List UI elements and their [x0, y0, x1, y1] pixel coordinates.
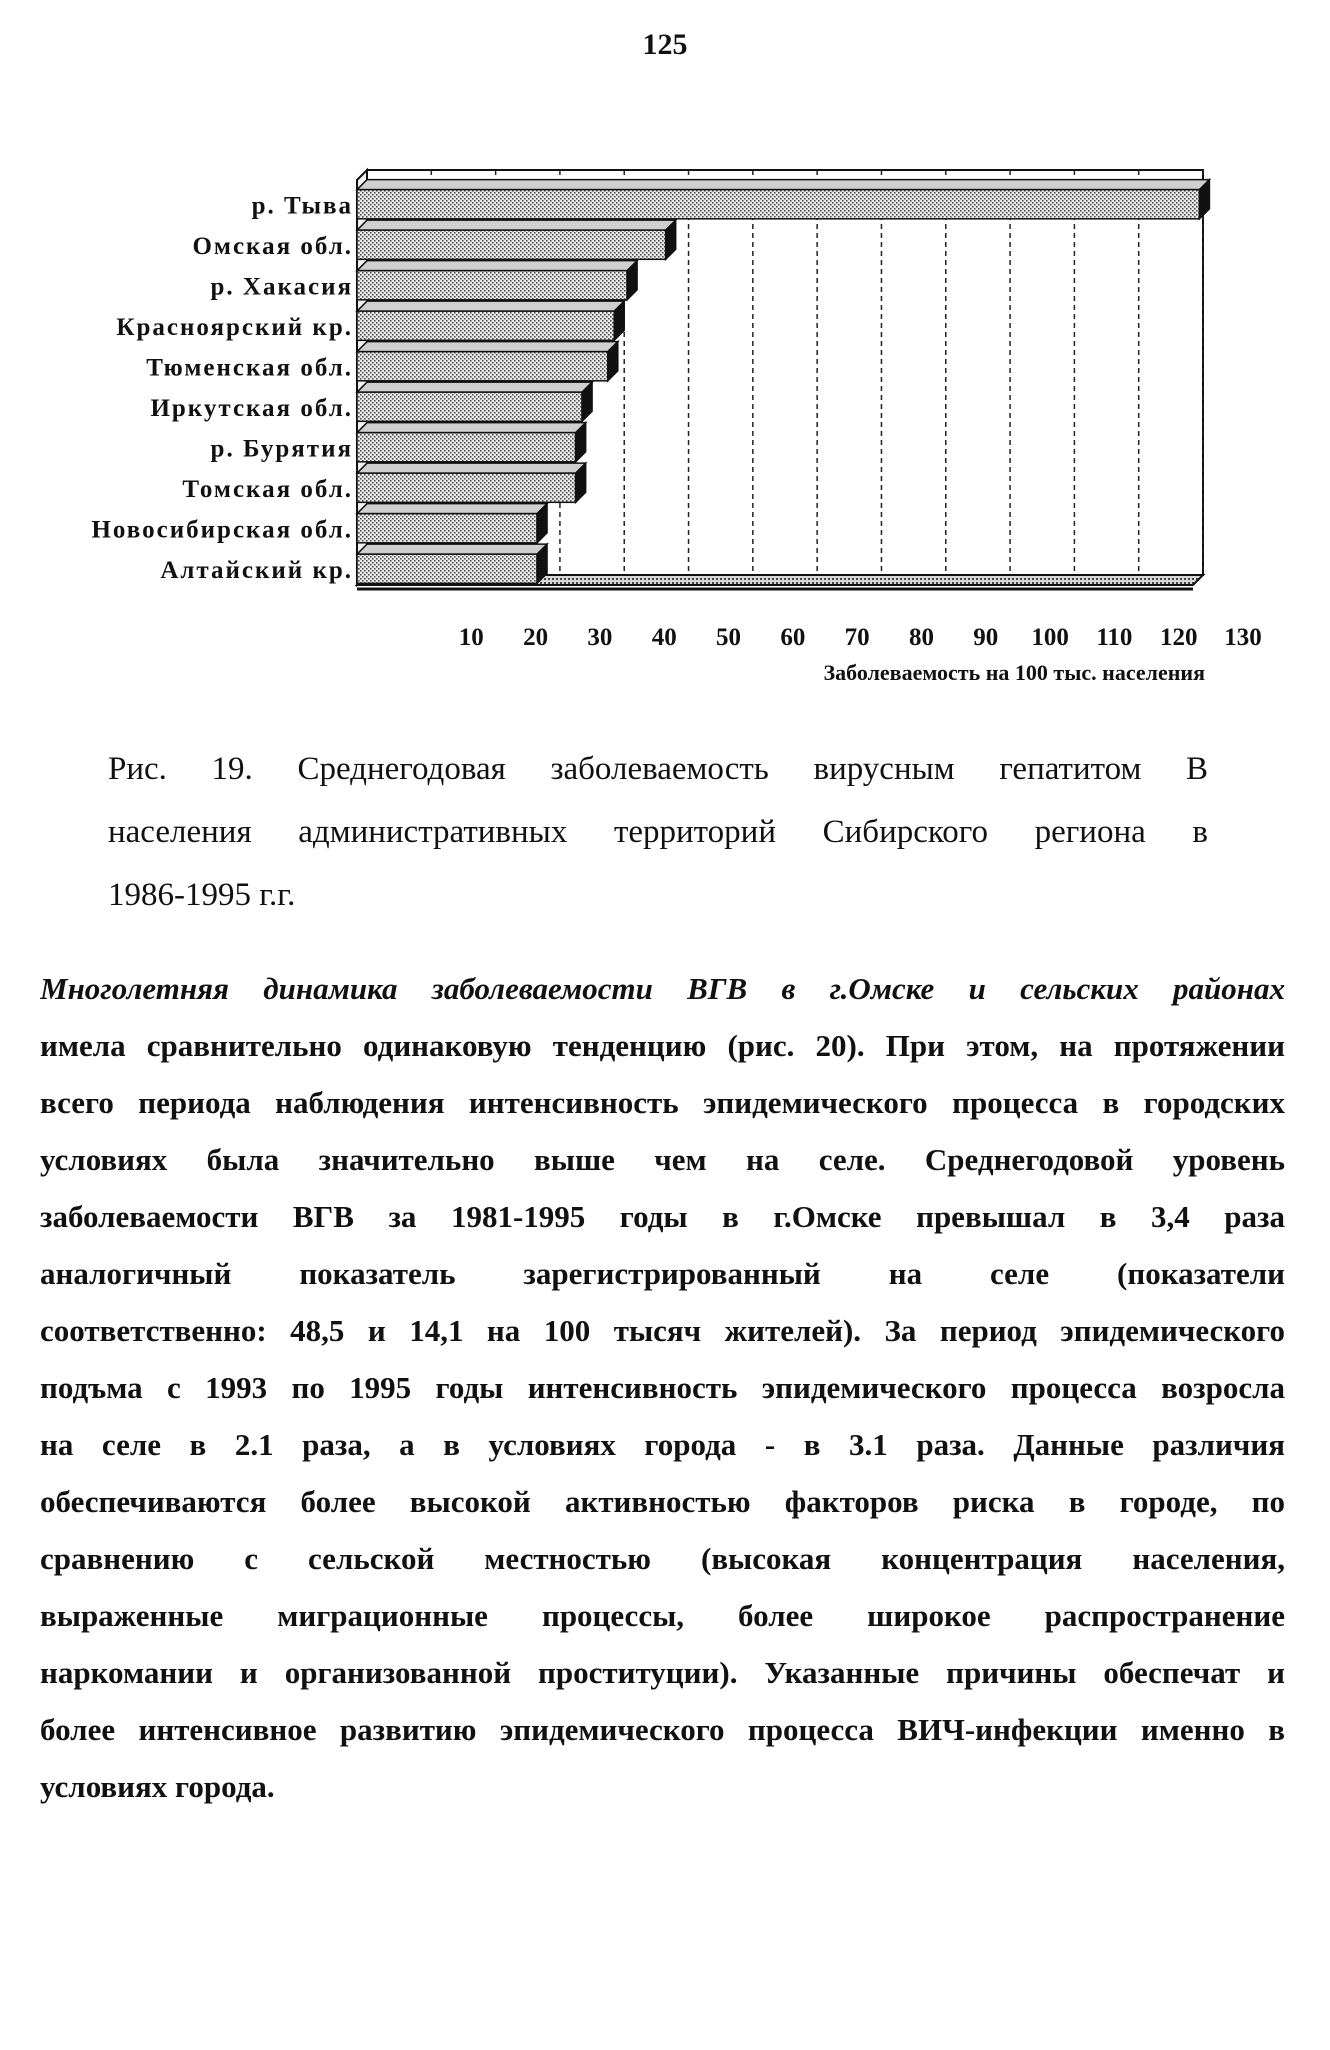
category-label: р. Тыва	[251, 192, 353, 220]
category-label: р. Хакасия	[210, 273, 353, 301]
x-tick-label: 70	[844, 624, 870, 651]
bar	[357, 190, 1199, 219]
x-tick-label: 30	[587, 624, 613, 651]
paragraph-lead-italic: Многолетняя динамика заболеваемости ВГВ в г.Омске и сельских районах	[40, 971, 1285, 1006]
bar	[357, 554, 537, 583]
x-tick-label: 120	[1159, 624, 1198, 651]
paragraph-line: подъма с 1993 по 1995 годы интенсивность эпидемического процесса возросла	[40, 1370, 1285, 1405]
bar	[357, 392, 582, 421]
paragraph-line: сравнению с сельской местностью (высокая концентрация населения,	[40, 1541, 1285, 1576]
x-tick-label: 60	[780, 624, 806, 651]
body-paragraph	[40, 960, 1285, 1815]
paragraph-line: имела сравнительно одинаковую тенденцию (рис. 20). При этом, на протяжении	[40, 1028, 1285, 1063]
x-tick-label: 50	[716, 624, 742, 651]
category-label: Омская обл.	[192, 232, 353, 260]
bar-top	[357, 261, 637, 271]
x-tick-label: 130	[1224, 624, 1262, 651]
bar	[357, 230, 666, 259]
category-label: р. Бурятия	[210, 435, 353, 463]
paragraph-line: обеспечиваются более высокой активностью факторов риска в городе, по	[40, 1484, 1285, 1519]
bar-top	[357, 544, 547, 554]
bar	[357, 473, 576, 502]
x-axis-title: Заболеваемость на 100 тыс. населения	[823, 660, 1205, 685]
bar-top	[357, 382, 592, 392]
bar-top	[357, 301, 624, 311]
x-tick-label: 40	[651, 624, 677, 651]
bar-top	[357, 180, 1209, 190]
bar	[357, 514, 537, 543]
bar	[357, 352, 608, 381]
category-label: Новосибирская обл.	[91, 516, 353, 544]
paragraph-line: аналогичный показатель зарегистрированный на селе (показатели	[40, 1256, 1285, 1291]
bar-top	[357, 423, 586, 433]
paragraph-lead-line	[40, 960, 1285, 1017]
x-tick-label: 90	[973, 624, 999, 651]
x-tick-label: 10	[458, 624, 484, 651]
paragraph-line: соответственно: 48,5 и 14,1 на 100 тысяч жителей). За период эпидемического	[40, 1313, 1285, 1348]
x-tick-label: 100	[1031, 624, 1069, 651]
caption-line: населения административных территорий Сибирского региона в	[108, 814, 1208, 850]
paragraph-line: всего периода наблюдения интенсивность эпидемического процесса в городских	[40, 1085, 1285, 1120]
bar-top	[357, 463, 586, 473]
category-label: Алтайский кр.	[160, 556, 353, 584]
bar	[357, 271, 627, 300]
paragraph-line: более интенсивное развитию эпидемического процесса ВИЧ-инфекции именно в	[40, 1712, 1285, 1747]
paragraph-line: наркомании и организованной проституции). Указанные причины обеспечат и	[40, 1655, 1285, 1690]
bar-chart	[0, 150, 1330, 710]
bar	[357, 311, 614, 340]
paragraph-line: на селе в 2.1 раза, а в условиях города - в 3.1 раза. Данные различия	[40, 1427, 1285, 1462]
caption-line: Рис. 19. Среднегодовая заболеваемость вирусным гепатитом В	[108, 751, 1208, 787]
x-tick-label: 20	[523, 624, 549, 651]
category-label: Томская обл.	[182, 475, 353, 503]
caption-line: 1986-1995 г.г.	[108, 877, 296, 913]
bar-top	[357, 342, 618, 352]
bar-top	[357, 504, 547, 514]
category-label: Иркутская обл.	[150, 394, 353, 422]
chart-tick-labels	[459, 624, 1262, 651]
paragraph-line: условиях города.	[40, 1769, 275, 1804]
chart-bars	[357, 180, 1209, 584]
paragraph-line: заболеваемости ВГВ за 1981-1995 годы в г.Омске превышал в 3,4 раза	[40, 1199, 1285, 1234]
paragraph-line: выраженные миграционные процессы, более широкое распространение	[40, 1598, 1285, 1633]
bar-top	[357, 220, 676, 230]
category-label: Красноярский кр.	[116, 313, 353, 341]
x-tick-label: 110	[1096, 624, 1133, 651]
chart-category-labels	[91, 192, 353, 584]
paragraph-line: условиях была значительно выше чем на селе. Среднегодовой уровень	[40, 1142, 1285, 1177]
x-tick-label: 80	[908, 624, 934, 651]
bar	[357, 433, 576, 462]
figure-caption	[108, 738, 1208, 927]
category-label: Тюменская обл.	[146, 354, 353, 382]
page-number: 125	[642, 28, 688, 61]
